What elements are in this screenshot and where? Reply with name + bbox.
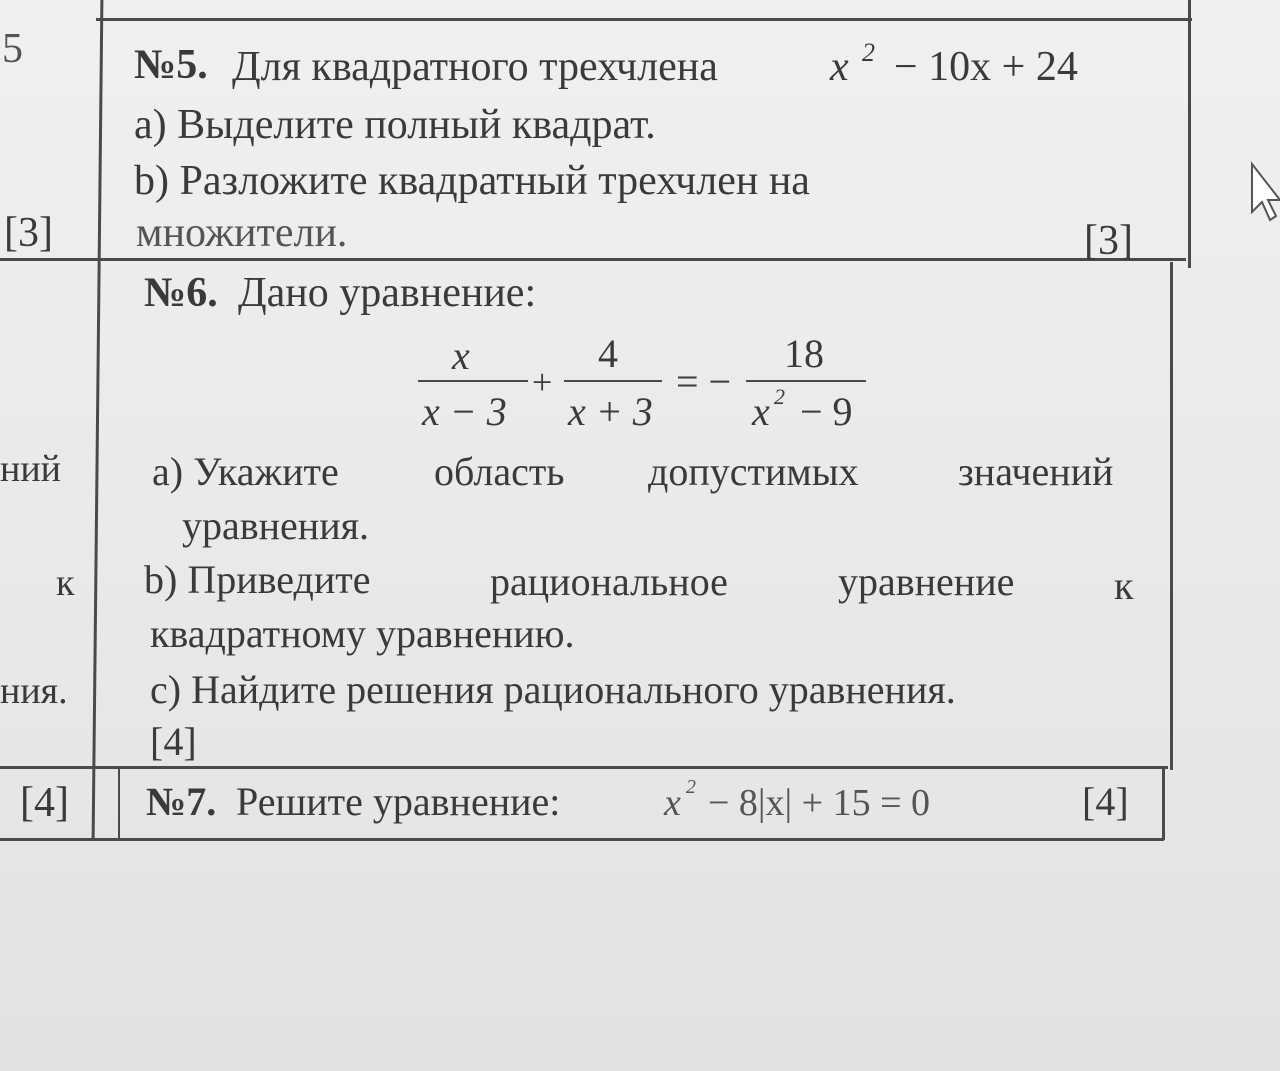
task5-intro: Для квадратного трехчлена: [232, 44, 718, 90]
left-row-number: 5: [2, 26, 23, 72]
task6-part-b-word1: b) Приведите: [144, 557, 371, 602]
task5-part-b-line2: множители.: [136, 210, 348, 256]
table-border-top-fragment: [96, 18, 1192, 21]
frac1-denominator: x − 3: [422, 389, 507, 434]
table-column-divider: [92, 0, 104, 840]
task7-eq-x: x: [664, 782, 681, 824]
task6-intro: Дано уравнение:: [238, 270, 537, 316]
task6-part-b-word4: к: [1114, 563, 1134, 608]
task6-number: №6.: [144, 270, 218, 316]
frac3-denominator-rest: − 9: [800, 389, 853, 434]
task5-part-a: a) Выделите полный квадрат.: [134, 102, 656, 148]
task6-part-a-word3: допустимых: [648, 449, 859, 494]
left-fragment-3: ния.: [0, 670, 68, 712]
left-fragment-2: к: [56, 562, 75, 604]
table-right-border: [1188, 0, 1191, 268]
task5-score: [3]: [1084, 218, 1133, 264]
task5-number: №5.: [134, 42, 208, 88]
task6-part-a-word2: область: [434, 449, 565, 494]
task5-poly-rest: − 10x + 24: [894, 44, 1078, 90]
frac2-bar: [564, 380, 662, 382]
equals-minus: = −: [676, 359, 732, 404]
frac3-numerator: 18: [784, 331, 824, 376]
task5-poly-x: x: [830, 44, 849, 90]
frac2-denominator: x + 3: [568, 389, 653, 434]
task6-part-a-line2: уравнения.: [182, 503, 370, 548]
task6-part-c: c) Найдите решения рационального уравнения.: [150, 667, 956, 712]
task6-part-b-line2: квадратному уравнению.: [150, 611, 575, 656]
mouse-pointer-icon: [1248, 160, 1280, 224]
task5-part-b-line1: b) Разложите квадратный трехчлен на: [134, 158, 810, 204]
row-divider-5-6: [0, 258, 1186, 261]
frac3-bar: [746, 380, 866, 382]
frac1-numerator: x: [452, 333, 470, 378]
task7-intro: Решите уравнение:: [236, 779, 561, 824]
row-divider-6-7: [0, 766, 1168, 769]
table-right-border-lower: [1170, 262, 1173, 770]
task6-part-a-word4: значений: [958, 449, 1114, 494]
task7-number: №7.: [146, 779, 217, 824]
task7-inner-divider: [118, 768, 120, 840]
task7-score: [4]: [1082, 779, 1129, 824]
frac3-denominator-exponent: 2: [774, 384, 785, 409]
task7-eq-exponent: 2: [686, 776, 696, 798]
table-bottom-border: [0, 838, 1164, 841]
task6-part-a-word1: a) Укажите: [152, 449, 339, 494]
frac2-numerator: 4: [598, 331, 618, 376]
plus-sign: +: [532, 362, 553, 402]
left-fragment-1: ний: [0, 448, 62, 490]
task6-part-b-word2: рациональное: [490, 559, 728, 604]
left-score-row6: [4]: [20, 780, 69, 826]
task6-score: [4]: [150, 719, 197, 764]
left-score-row5: [3]: [4, 210, 53, 256]
task7-eq-rest: − 8|x| + 15 = 0: [708, 782, 931, 824]
frac1-bar: [418, 380, 528, 382]
task6-part-b-word3: уравнение: [838, 559, 1015, 604]
task5-poly-exponent: 2: [862, 38, 875, 67]
frac3-denominator-x: x: [752, 389, 770, 434]
table-right-border-bottom: [1162, 768, 1165, 840]
